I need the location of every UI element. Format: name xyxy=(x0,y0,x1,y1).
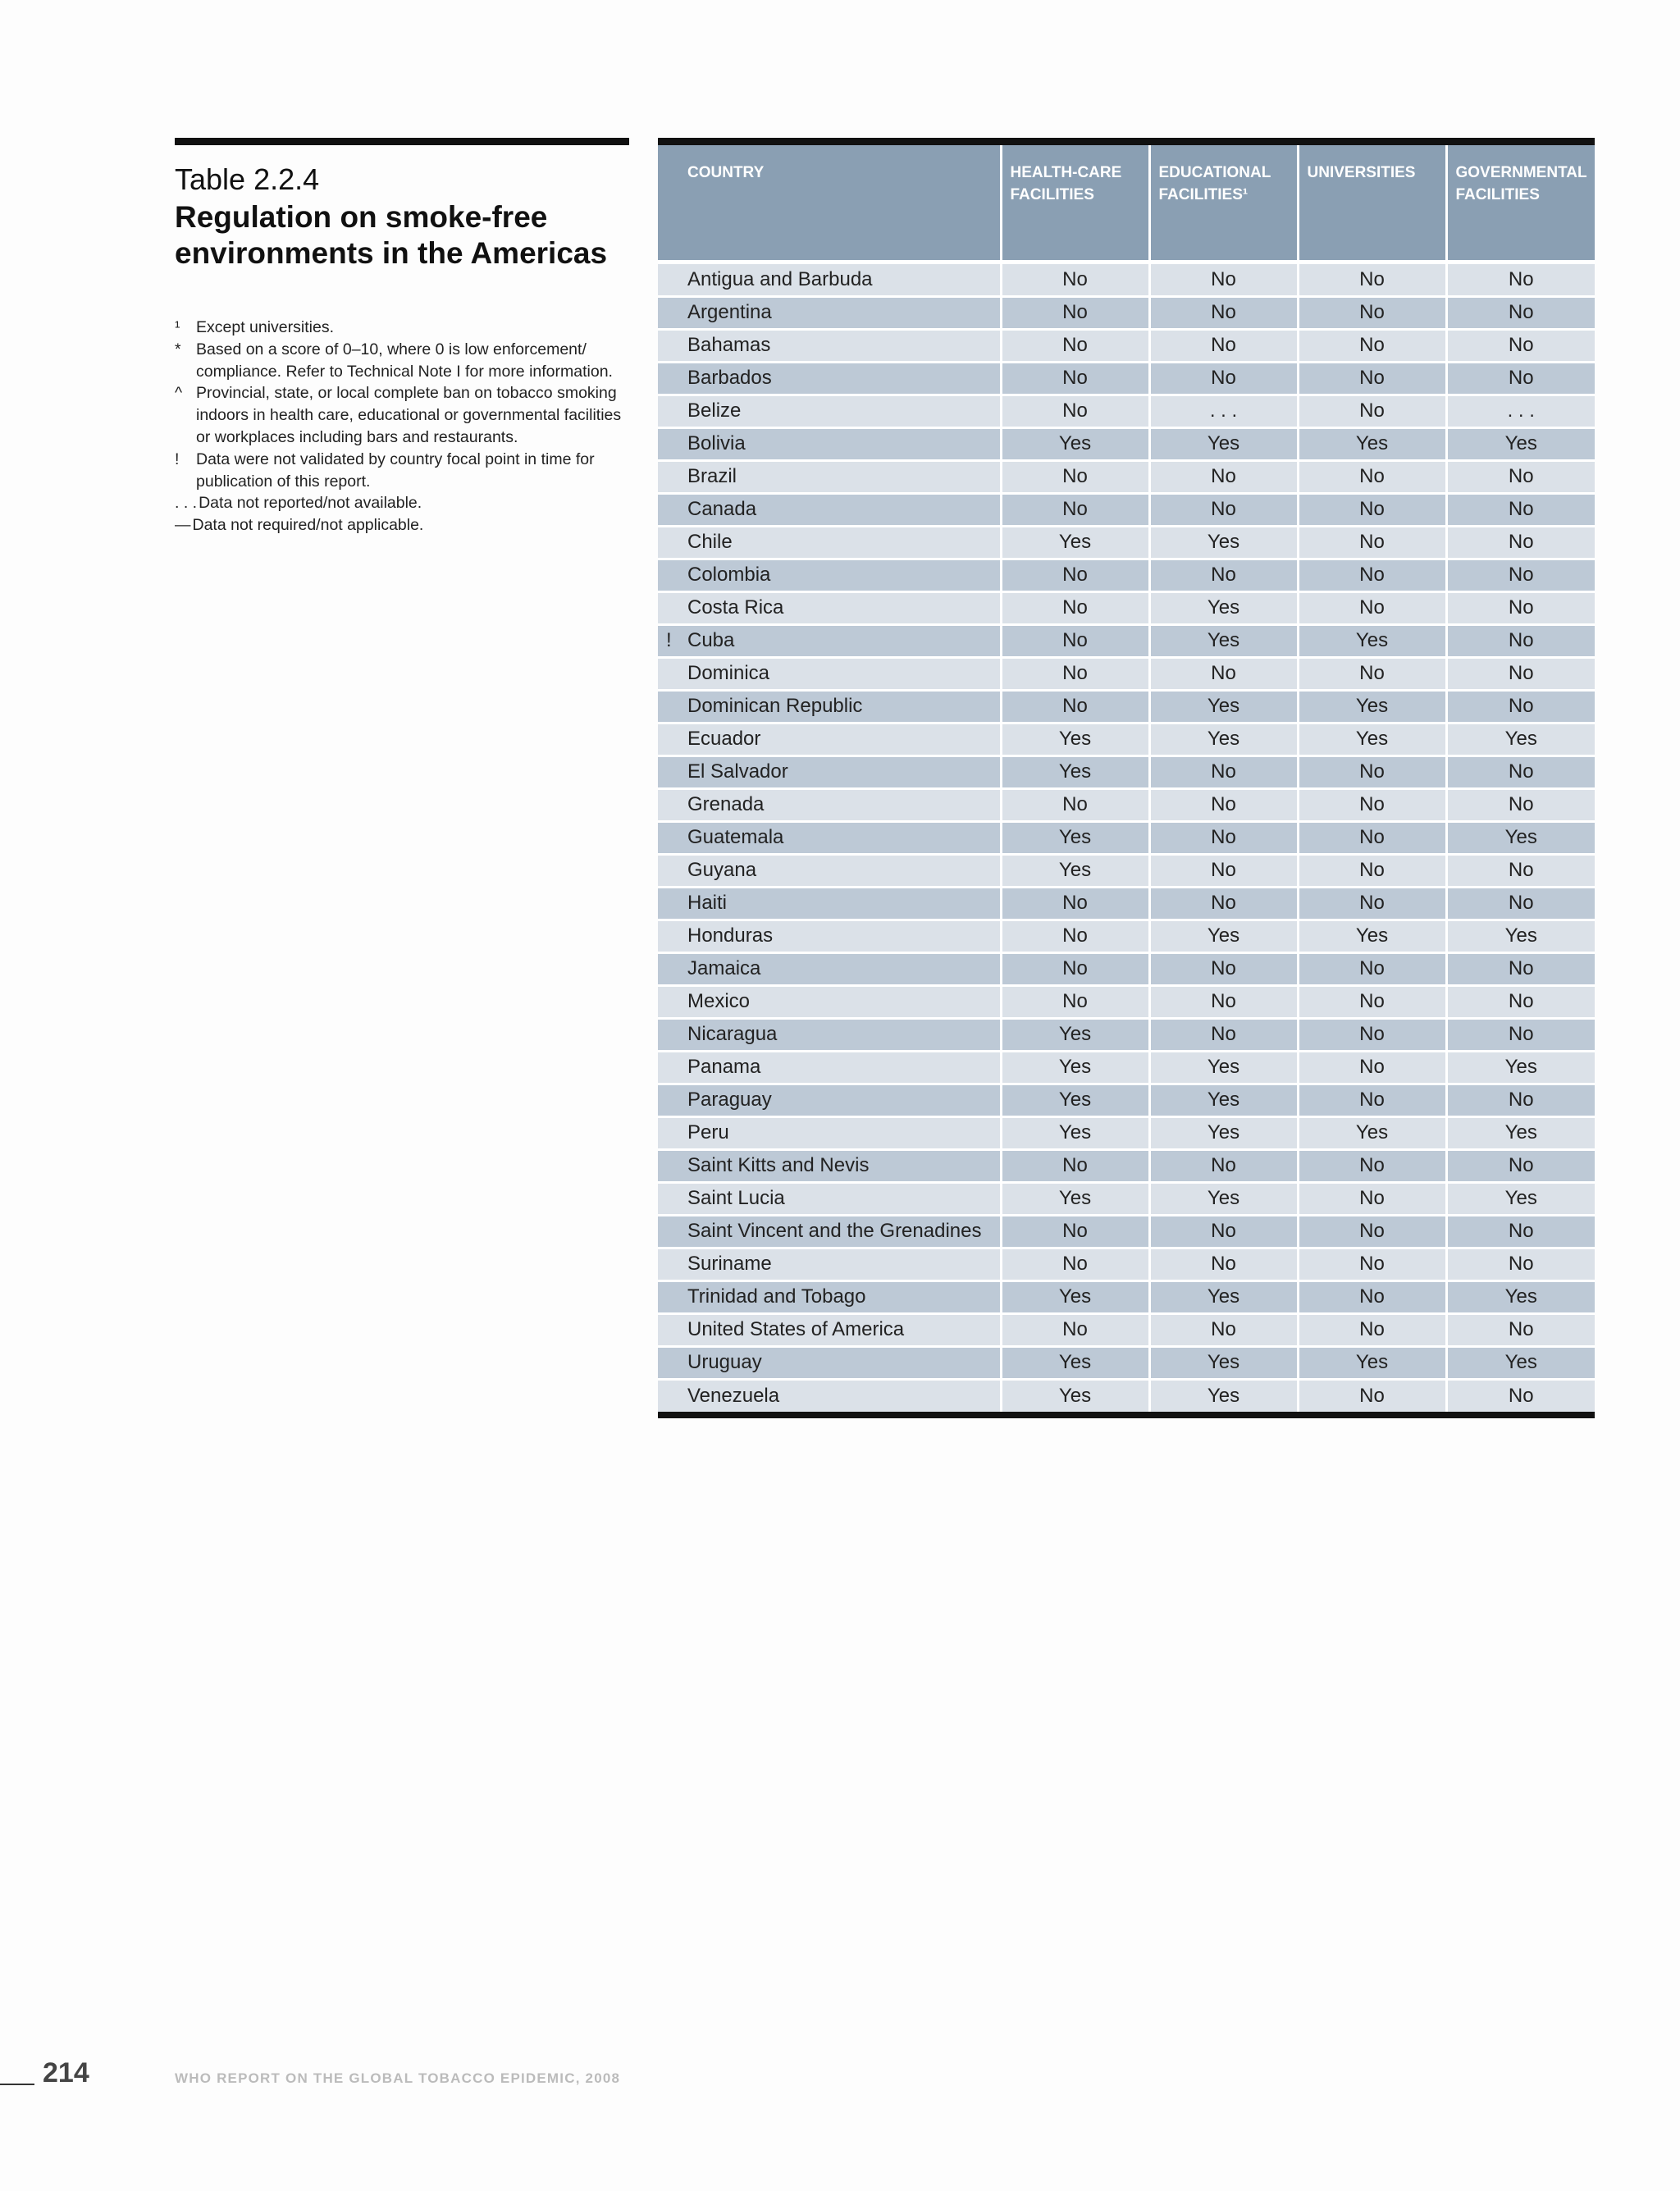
country-cell xyxy=(658,362,1001,395)
value-cell: Yes xyxy=(1001,1346,1149,1379)
table-row xyxy=(658,690,1595,723)
value-cell: Yes xyxy=(1446,1116,1595,1149)
country-cell xyxy=(658,1084,1001,1116)
value-cell: Yes xyxy=(1149,427,1298,460)
value-cell: No xyxy=(1001,788,1149,821)
value-cell: No xyxy=(1149,329,1298,362)
table-row xyxy=(658,624,1595,657)
table-row xyxy=(658,723,1595,755)
value-cell: . . . xyxy=(1446,395,1595,427)
country-name: Cuba xyxy=(687,629,735,651)
value-cell: No xyxy=(1149,854,1298,887)
value-cell: No xyxy=(1001,262,1149,296)
country-name: El Salvador xyxy=(687,760,788,783)
country-cell xyxy=(658,854,1001,887)
value-cell: Yes xyxy=(1446,1051,1595,1084)
country-cell xyxy=(658,1051,1001,1084)
value-cell: No xyxy=(1149,559,1298,591)
value-cell: Yes xyxy=(1446,1182,1595,1215)
country-name: Honduras xyxy=(687,924,774,947)
value-cell: Yes xyxy=(1446,1280,1595,1313)
country-name: Suriname xyxy=(687,1253,772,1275)
table-row xyxy=(658,1084,1595,1116)
value-cell: Yes xyxy=(1001,1018,1149,1051)
value-cell: No xyxy=(1446,1084,1595,1116)
country-name: Brazil xyxy=(687,465,737,487)
country-cell xyxy=(658,887,1001,920)
table-row xyxy=(658,1149,1595,1182)
value-cell: Yes xyxy=(1001,1051,1149,1084)
page-number: 214 xyxy=(43,2057,89,2088)
value-cell: No xyxy=(1446,526,1595,559)
country-name: Mexico xyxy=(687,990,751,1012)
value-cell: Yes xyxy=(1149,1051,1298,1084)
footnote xyxy=(175,317,629,339)
table-row xyxy=(658,559,1595,591)
value-cell: No xyxy=(1149,821,1298,854)
value-cell: Yes xyxy=(1298,690,1446,723)
table-bottom-rule xyxy=(658,1412,1595,1418)
value-cell: Yes xyxy=(1149,1346,1298,1379)
footnote-mark: ! xyxy=(175,450,180,468)
value-cell: No xyxy=(1298,1313,1446,1346)
value-cell: No xyxy=(1001,1248,1149,1280)
country-cell xyxy=(658,296,1001,329)
value-cell: No xyxy=(1446,493,1595,526)
country-name: Belize xyxy=(687,399,742,422)
value-cell: No xyxy=(1298,395,1446,427)
value-cell: No xyxy=(1298,1018,1446,1051)
title-rule xyxy=(175,138,629,145)
table-row xyxy=(658,788,1595,821)
value-cell: No xyxy=(1446,854,1595,887)
country-cell xyxy=(658,329,1001,362)
country-cell xyxy=(658,1149,1001,1182)
country-name: Guyana xyxy=(687,859,757,881)
footer-rule xyxy=(0,2084,34,2085)
footnote-text: Except universities. xyxy=(196,318,334,336)
header-country: COUNTRY xyxy=(658,145,1001,262)
value-cell: Yes xyxy=(1001,526,1149,559)
country-name: Bahamas xyxy=(687,334,771,356)
value-cell: Yes xyxy=(1001,1182,1149,1215)
table-row xyxy=(658,657,1595,690)
regulation-table xyxy=(658,138,1595,1418)
country-cell xyxy=(658,591,1001,624)
country-name: Paraguay xyxy=(687,1089,772,1111)
footnote-text: Provincial, state, or local complete ban on tobacco smoking indoors in health care, educational or governmental facilities or workplaces including bars and restaurants. xyxy=(196,384,622,446)
value-cell: Yes xyxy=(1149,1280,1298,1313)
value-cell: Yes xyxy=(1001,427,1149,460)
value-cell: Yes xyxy=(1001,1084,1149,1116)
value-cell: No xyxy=(1001,395,1149,427)
table-row xyxy=(658,1248,1595,1280)
country-name: Argentina xyxy=(687,301,772,323)
footnote xyxy=(175,339,629,383)
value-cell: No xyxy=(1298,854,1446,887)
value-cell: No xyxy=(1149,657,1298,690)
value-cell: No xyxy=(1001,559,1149,591)
table-row xyxy=(658,262,1595,296)
table-row xyxy=(658,329,1595,362)
country-cell xyxy=(658,690,1001,723)
value-cell: No xyxy=(1298,493,1446,526)
value-cell: No xyxy=(1446,1248,1595,1280)
value-cell: No xyxy=(1446,460,1595,493)
value-cell: No xyxy=(1446,591,1595,624)
value-cell: Yes xyxy=(1001,821,1149,854)
country-name: Costa Rica xyxy=(687,596,784,619)
country-cell xyxy=(658,723,1001,755)
footnote-mark: * xyxy=(175,340,181,358)
country-cell xyxy=(658,920,1001,952)
value-cell: No xyxy=(1298,985,1446,1018)
value-cell: No xyxy=(1298,1280,1446,1313)
value-cell: Yes xyxy=(1298,920,1446,952)
table-row xyxy=(658,1313,1595,1346)
country-cell xyxy=(658,493,1001,526)
header-row xyxy=(658,145,1595,262)
value-cell: No xyxy=(1149,493,1298,526)
table-row xyxy=(658,1280,1595,1313)
value-cell: Yes xyxy=(1001,854,1149,887)
value-cell: No xyxy=(1001,1313,1149,1346)
footnote xyxy=(175,514,629,536)
value-cell: No xyxy=(1001,362,1149,395)
value-cell: No xyxy=(1446,1018,1595,1051)
value-cell: Yes xyxy=(1298,1346,1446,1379)
title-block xyxy=(175,138,629,536)
footnote-mark: . . . xyxy=(175,494,198,513)
value-cell: No xyxy=(1298,952,1446,985)
country-cell xyxy=(658,427,1001,460)
country-cell xyxy=(658,526,1001,559)
country-name: Dominica xyxy=(687,662,770,684)
value-cell: No xyxy=(1446,1215,1595,1248)
value-cell: No xyxy=(1298,887,1446,920)
country-cell xyxy=(658,395,1001,427)
footnote-text: Based on a score of 0–10, where 0 is low enforcement/ compliance. Refer to Technical Note I for more information. xyxy=(196,340,613,381)
country-cell xyxy=(658,657,1001,690)
value-cell: No xyxy=(1298,1248,1446,1280)
country-name: Trinidad and Tobago xyxy=(687,1285,866,1308)
table-row xyxy=(658,1018,1595,1051)
value-cell: No xyxy=(1001,952,1149,985)
value-cell: Yes xyxy=(1446,427,1595,460)
value-cell: No xyxy=(1298,1051,1446,1084)
value-cell: No xyxy=(1446,755,1595,788)
header-educational: EDUCATIONAL FACILITIES¹ xyxy=(1149,145,1298,262)
value-cell: Yes xyxy=(1298,1116,1446,1149)
table-row xyxy=(658,460,1595,493)
country-name: Canada xyxy=(687,498,757,520)
country-cell xyxy=(658,821,1001,854)
country-cell xyxy=(658,1116,1001,1149)
country-cell xyxy=(658,1182,1001,1215)
value-cell: No xyxy=(1446,624,1595,657)
table-row xyxy=(658,1379,1595,1412)
value-cell: Yes xyxy=(1149,690,1298,723)
value-cell: No xyxy=(1298,755,1446,788)
value-cell: No xyxy=(1298,591,1446,624)
value-cell: No xyxy=(1149,296,1298,329)
country-name: Antigua and Barbuda xyxy=(687,267,873,290)
table-row xyxy=(658,1182,1595,1215)
country-cell xyxy=(658,1280,1001,1313)
value-cell: No xyxy=(1001,329,1149,362)
value-cell: No xyxy=(1446,657,1595,690)
table-row xyxy=(658,755,1595,788)
country-name: Saint Lucia xyxy=(687,1187,785,1209)
value-cell: Yes xyxy=(1446,723,1595,755)
value-cell: No xyxy=(1001,460,1149,493)
footnote-mark: ¹ xyxy=(175,318,180,336)
country-name: Dominican Republic xyxy=(687,695,863,717)
value-cell: No xyxy=(1001,920,1149,952)
table-row xyxy=(658,362,1595,395)
footnote xyxy=(175,382,629,448)
value-cell: No xyxy=(1298,329,1446,362)
value-cell: No xyxy=(1298,657,1446,690)
country-name: Colombia xyxy=(687,564,771,586)
value-cell: Yes xyxy=(1149,624,1298,657)
country-name: Barbados xyxy=(687,367,772,389)
table-row xyxy=(658,591,1595,624)
footnote-text: Data were not validated by country focal point in time for publication of this report. xyxy=(196,450,595,491)
value-cell: Yes xyxy=(1001,755,1149,788)
table-row xyxy=(658,395,1595,427)
table-row xyxy=(658,1051,1595,1084)
table-row xyxy=(658,427,1595,460)
validation-flag: ! xyxy=(666,629,672,651)
country-cell xyxy=(658,460,1001,493)
value-cell: No xyxy=(1446,329,1595,362)
footnote-text: Data not reported/not available. xyxy=(199,494,422,513)
value-cell: No xyxy=(1446,262,1595,296)
table-number: Table 2.2.4 xyxy=(175,162,320,196)
country-name: Guatemala xyxy=(687,826,784,848)
country-cell xyxy=(658,952,1001,985)
header-governmental: GOVERNMENTAL FACILITIES xyxy=(1446,145,1595,262)
footnote-text: Data not required/not applicable. xyxy=(192,516,424,535)
value-cell: No xyxy=(1446,887,1595,920)
country-name: Saint Vincent and the Grenadines xyxy=(687,1220,982,1242)
footnote xyxy=(175,449,629,493)
value-cell: No xyxy=(1001,624,1149,657)
value-cell: No xyxy=(1149,952,1298,985)
country-cell xyxy=(658,1379,1001,1412)
value-cell: No xyxy=(1298,460,1446,493)
value-cell: No xyxy=(1298,362,1446,395)
value-cell: No xyxy=(1446,559,1595,591)
country-name: Nicaragua xyxy=(687,1023,778,1045)
value-cell: No xyxy=(1298,788,1446,821)
country-name: Peru xyxy=(687,1121,729,1143)
value-cell: No xyxy=(1001,657,1149,690)
table-row xyxy=(658,985,1595,1018)
value-cell: No xyxy=(1001,887,1149,920)
value-cell: No xyxy=(1446,985,1595,1018)
value-cell: No xyxy=(1446,296,1595,329)
value-cell: Yes xyxy=(1298,624,1446,657)
value-cell: Yes xyxy=(1149,1182,1298,1215)
value-cell: No xyxy=(1001,1149,1149,1182)
value-cell: No xyxy=(1446,1313,1595,1346)
value-cell: No xyxy=(1149,362,1298,395)
value-cell: No xyxy=(1298,1379,1446,1412)
country-name: Bolivia xyxy=(687,432,746,454)
table-body xyxy=(658,262,1595,1412)
running-title: WHO REPORT ON THE GLOBAL TOBACCO EPIDEMIC, 2008 xyxy=(175,2070,621,2086)
table-row xyxy=(658,296,1595,329)
value-cell: Yes xyxy=(1446,1346,1595,1379)
value-cell: Yes xyxy=(1001,1379,1149,1412)
value-cell: No xyxy=(1149,788,1298,821)
table-row xyxy=(658,1346,1595,1379)
value-cell: No xyxy=(1298,1182,1446,1215)
value-cell: No xyxy=(1446,1149,1595,1182)
table-title: Regulation on smoke-free environments in the Americas xyxy=(175,200,608,270)
value-cell: No xyxy=(1149,985,1298,1018)
footnote-mark: ^ xyxy=(175,384,183,403)
value-cell: Yes xyxy=(1001,1116,1149,1149)
value-cell: No xyxy=(1298,1084,1446,1116)
table-top-rule xyxy=(658,138,1595,145)
value-cell: No xyxy=(1298,296,1446,329)
country-cell xyxy=(658,262,1001,296)
value-cell: No xyxy=(1149,460,1298,493)
value-cell: No xyxy=(1001,591,1149,624)
value-cell: No xyxy=(1298,559,1446,591)
value-cell: Yes xyxy=(1149,1116,1298,1149)
header-universities: UNIVERSITIES xyxy=(1298,145,1446,262)
country-name: United States of America xyxy=(687,1318,905,1340)
value-cell: No xyxy=(1001,1215,1149,1248)
country-cell xyxy=(658,1313,1001,1346)
value-cell: No xyxy=(1298,1215,1446,1248)
country-name: Haiti xyxy=(687,892,728,914)
country-name: Grenada xyxy=(687,793,765,815)
value-cell: Yes xyxy=(1298,723,1446,755)
footnote xyxy=(175,492,629,514)
footnote-mark: — xyxy=(175,516,191,535)
table-row xyxy=(658,526,1595,559)
table-row xyxy=(658,493,1595,526)
value-cell: Yes xyxy=(1149,1379,1298,1412)
country-cell xyxy=(658,755,1001,788)
country-name: Uruguay xyxy=(687,1351,762,1373)
table-row xyxy=(658,854,1595,887)
country-cell xyxy=(658,985,1001,1018)
footnotes xyxy=(175,317,629,536)
value-cell: Yes xyxy=(1149,920,1298,952)
value-cell: No xyxy=(1446,788,1595,821)
table-row xyxy=(658,952,1595,985)
value-cell: Yes xyxy=(1149,591,1298,624)
value-cell: Yes xyxy=(1446,920,1595,952)
value-cell: No xyxy=(1149,1149,1298,1182)
value-cell: No xyxy=(1001,690,1149,723)
value-cell: No xyxy=(1298,821,1446,854)
country-cell xyxy=(658,1346,1001,1379)
country-cell xyxy=(658,1215,1001,1248)
value-cell: No xyxy=(1149,1215,1298,1248)
country-name: Panama xyxy=(687,1056,761,1078)
table-row xyxy=(658,1116,1595,1149)
value-cell: No xyxy=(1446,952,1595,985)
value-cell: No xyxy=(1001,493,1149,526)
value-cell: No xyxy=(1149,755,1298,788)
value-cell: No xyxy=(1446,362,1595,395)
value-cell: No xyxy=(1446,1379,1595,1412)
value-cell: Yes xyxy=(1149,723,1298,755)
value-cell: No xyxy=(1149,1313,1298,1346)
value-cell: No xyxy=(1298,526,1446,559)
value-cell: No xyxy=(1149,1018,1298,1051)
country-cell xyxy=(658,1248,1001,1280)
country-name: Venezuela xyxy=(687,1384,780,1407)
table-row xyxy=(658,887,1595,920)
value-cell: No xyxy=(1001,296,1149,329)
value-cell: No xyxy=(1001,985,1149,1018)
country-cell xyxy=(658,624,1001,657)
value-cell: No xyxy=(1149,1248,1298,1280)
country-cell xyxy=(658,1018,1001,1051)
country-cell xyxy=(658,788,1001,821)
header-health-care: HEALTH-CARE FACILITIES xyxy=(1001,145,1149,262)
value-cell: Yes xyxy=(1298,427,1446,460)
value-cell: . . . xyxy=(1149,395,1298,427)
value-cell: No xyxy=(1149,887,1298,920)
value-cell: Yes xyxy=(1149,1084,1298,1116)
country-name: Saint Kitts and Nevis xyxy=(687,1154,870,1176)
table-row xyxy=(658,1215,1595,1248)
table-row xyxy=(658,821,1595,854)
data-table xyxy=(658,145,1595,1412)
value-cell: Yes xyxy=(1001,723,1149,755)
table-row xyxy=(658,920,1595,952)
value-cell: Yes xyxy=(1001,1280,1149,1313)
country-name: Jamaica xyxy=(687,957,761,979)
value-cell: No xyxy=(1149,262,1298,296)
value-cell: No xyxy=(1298,1149,1446,1182)
value-cell: Yes xyxy=(1149,526,1298,559)
value-cell: Yes xyxy=(1446,821,1595,854)
country-name: Ecuador xyxy=(687,728,761,750)
value-cell: No xyxy=(1298,262,1446,296)
country-cell xyxy=(658,559,1001,591)
value-cell: No xyxy=(1446,690,1595,723)
country-name: Chile xyxy=(687,531,733,553)
